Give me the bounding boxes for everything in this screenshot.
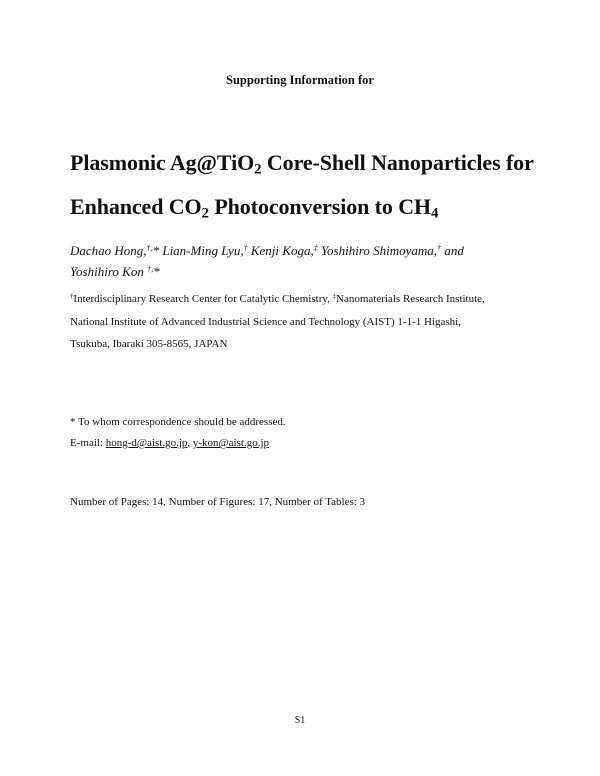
page-number: S1 [294,715,306,726]
email-separator: , [187,437,193,449]
affiliation-mark: † [243,243,248,253]
author-list-line-1 [70,243,464,259]
affiliation-line-2: National Institute of Advanced Industrial Science and Technology (AIST) 1-1-1 Higashi, [70,316,461,328]
author-conjunction: and [441,243,464,258]
correspondence-note: * To whom correspondence should be addressed. [70,416,286,428]
title-text: Core-Shell Nanoparticles for [261,150,534,175]
affiliation-mark: ‡ [313,243,318,253]
supporting-info-label: Supporting Information for [226,73,374,87]
affiliation-mark: ‡ [332,293,337,301]
title-subscript: 2 [201,205,209,222]
author-list-line-2 [70,264,160,280]
paper-title-line-2 [70,194,438,220]
paper-title-line-1 [70,150,534,176]
author-name: Dachao Hong, [70,243,147,258]
title-text: Photoconversion to CH [208,194,432,219]
author-name: Lian-Ming Lyu, [159,243,244,258]
document-counts: Number of Pages: 14, Number of Figures: 17, Number of Tables: 3 [70,496,366,508]
affiliation-line-3: Tsukuba, Ibaraki 305-8565, JAPAN [70,338,228,350]
corresponding-star: * [153,264,160,279]
email-link-kon[interactable]: y-kon@aist.go.jp [192,437,269,449]
affiliation-line-1 [70,293,485,305]
affiliation-mark: †, [146,243,153,253]
affiliation-mark: † [70,293,74,301]
corresponding-star: * [152,243,160,258]
affiliation-mark: † [437,243,442,253]
title-text: Plasmonic Ag@TiO [70,150,255,175]
institution-name: Nanomaterials Research Institute, [336,293,485,305]
author-name: Yoshihiro Kon [70,264,148,279]
email-link-hong[interactable]: hong-d@aist.go.jp [105,437,188,449]
affiliation-mark: †, [147,264,154,274]
author-name: Yoshihiro Shimoyama, [317,243,438,258]
institution-name: Interdisciplinary Research Center for Catalytic Chemistry, [73,293,333,305]
title-subscript: 4 [431,205,439,222]
email-label: E-mail: [70,437,106,449]
title-text: Enhanced CO [70,194,202,219]
title-subscript: 2 [254,161,262,178]
author-name: Kenji Koga, [247,243,314,258]
email-line [70,437,269,449]
